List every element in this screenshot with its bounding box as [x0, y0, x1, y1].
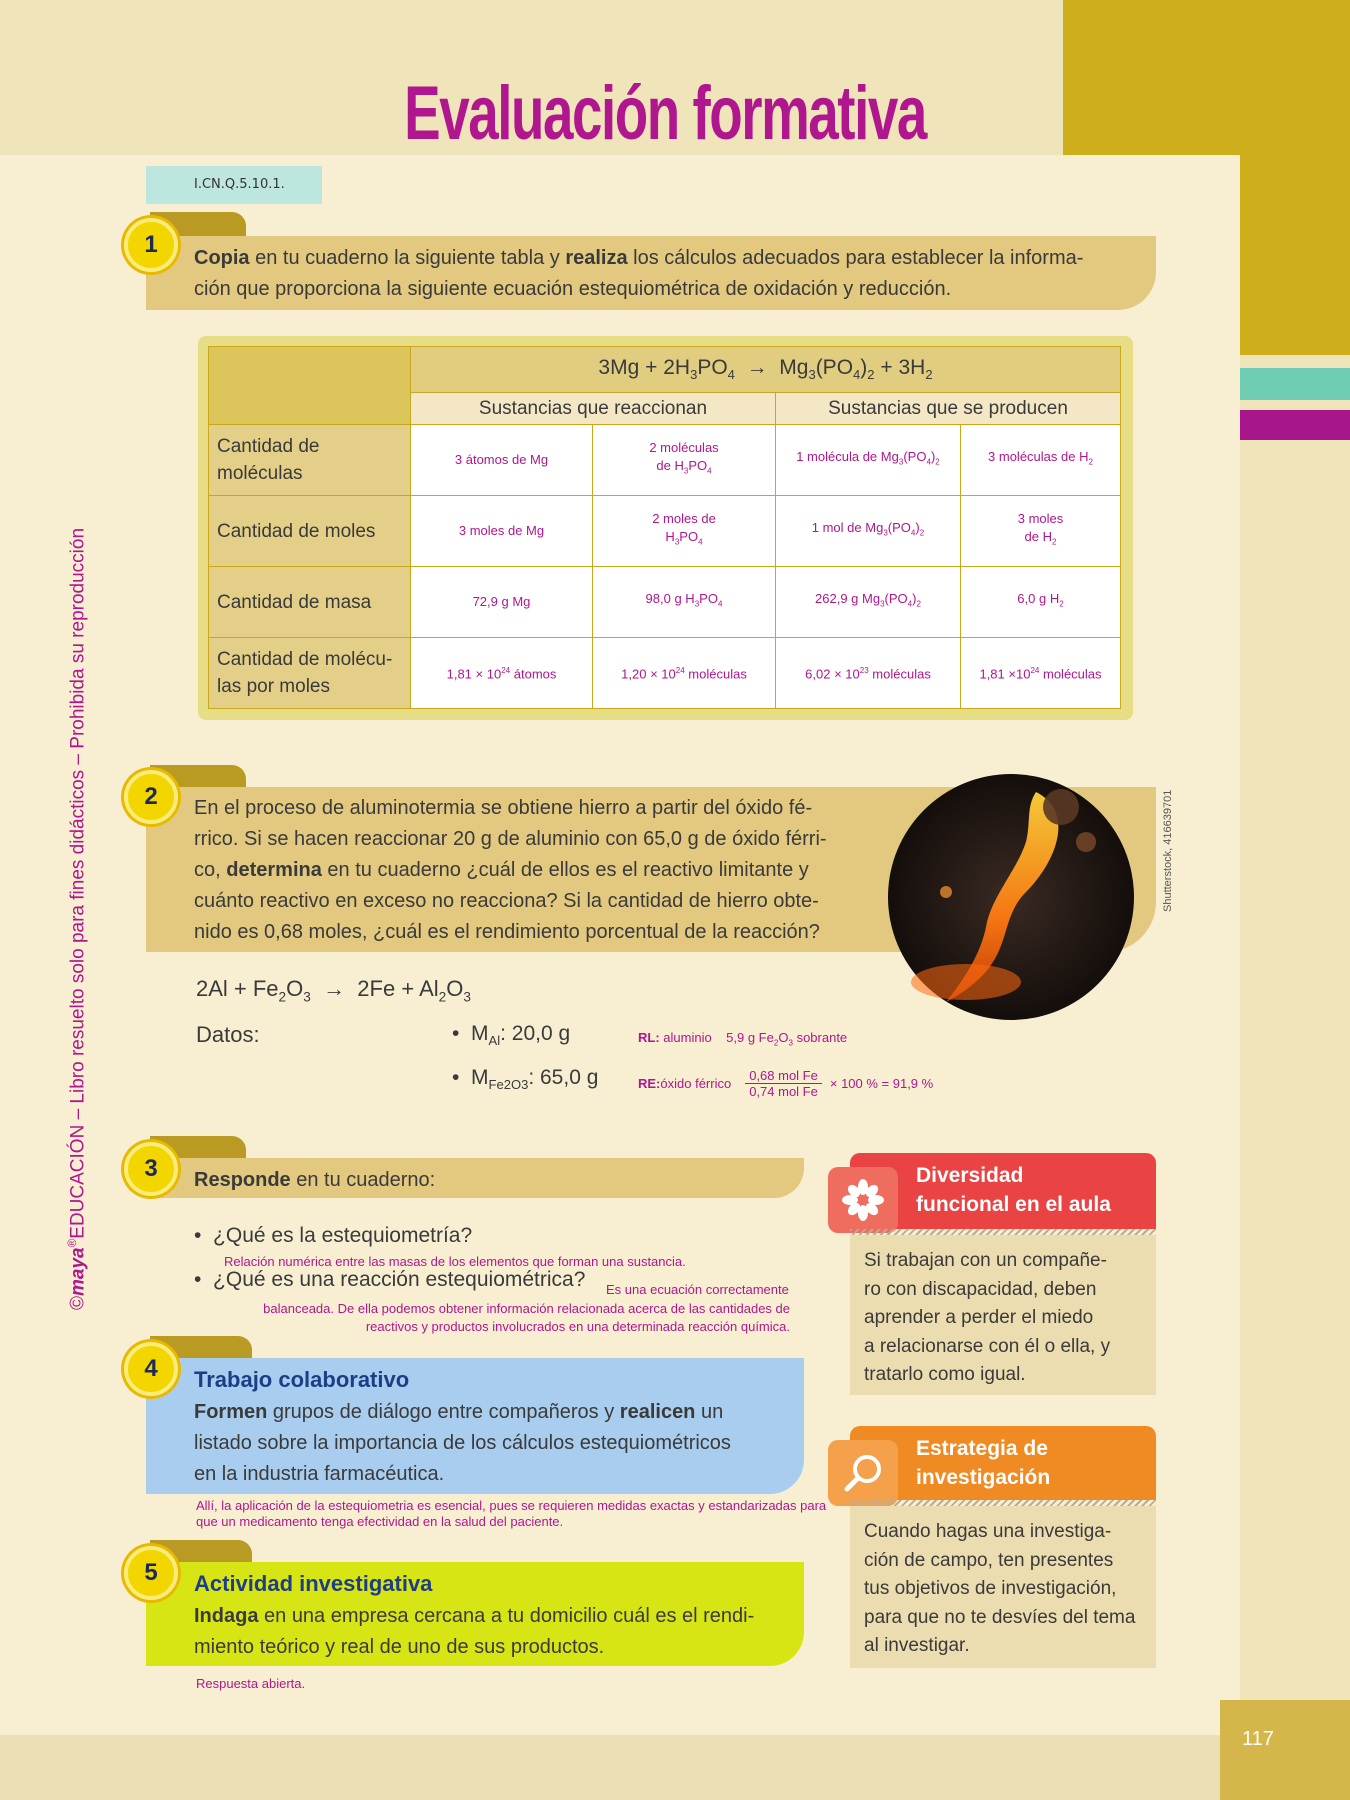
magnifier-icon: [828, 1440, 898, 1506]
q3-answer-1: Relación numérica entre las masas de los elementos que forman una sustancia.: [224, 1254, 686, 1269]
q2-problem-text: En el proceso de aluminotermia se obtiene hierro a partir del óxido fé- rrico. Si se hacen reaccionar 20 g de aluminio con 65,0 g de óxido férri- co, determina en tu cuaderno ¿cuál de ellos es el reactivo limitante y cuánto reactivo en exceso no reacciona? Si la cantidad de hierro obte- nido es 0,68 moles, ¿cuál es el rendimiento porcentual de la reacción?: [194, 797, 827, 943]
table-row: [209, 496, 1121, 567]
datum-mass-al: • $M_{Al}$: 20,0 g: [452, 1022, 571, 1049]
q5-title: Actividad investigativa: [194, 1571, 433, 1596]
q2-number-badge: 2: [124, 770, 178, 824]
strategy-box-header: Estrategia de investigación: [850, 1426, 1156, 1500]
diversity-box-header: Diversidad funcional en el aula: [850, 1153, 1156, 1229]
table-equation: $3Mg + 2H_3PO_4 \to Mg_3(PO_4)_2 + 3H_2$: [411, 347, 1121, 393]
q2-equation: $2Al + Fe_2O_3 \to 2Fe + Al_2O_3$: [196, 976, 471, 1005]
table-cell: 1 molécula de $Mg_3(PO_4)_2$: [776, 425, 961, 496]
q5-instructions: Indaga en una empresa cercana a tu domicilio cuál es el rendi- miento teórico y real de uno de sus productos.: [194, 1605, 755, 1658]
q4-number-badge: 4: [124, 1342, 178, 1396]
page-number: 117: [1220, 1700, 1350, 1800]
table-cell: $1,20 \times 10^{24}$ moléculas: [593, 638, 776, 709]
page-title: Evaluación formativa: [404, 71, 926, 156]
table-cell: 3 moles de Mg: [411, 496, 593, 567]
side-copyright-text: ©maya®EDUCACIÓN – Libro resuelto solo para fines didácticos – Prohibida su reproducción: [66, 527, 89, 1310]
q5-number-badge: 5: [124, 1546, 178, 1600]
table-cell: 72,9 g Mg: [411, 567, 593, 638]
row-label: Cantidad de moles: [209, 496, 411, 567]
table-cell: $1,81 \times 10^{24}$ moléculas: [961, 638, 1121, 709]
table-cell: $6,02 \times 10^{23}$ moléculas: [776, 638, 961, 709]
table-row: [209, 425, 1121, 496]
gold-side-band: [1240, 155, 1350, 355]
q4-answer: Allí, la aplicación de la estequiometria es esencial, pues se requieren medidas exactas y estandarizadas para que un medicamento tenga efectividad en la salud del paciente.: [196, 1498, 827, 1529]
molten-iron-photo: [886, 772, 1136, 1022]
q1-instructions: Copia en tu cuaderno la siguiente tabla y realiza los cálculos adecuados para establecer la informa- ción que proporciona la siguiente ecuación estequiométrica de oxidación y reducción.: [194, 247, 1084, 300]
q4-instructions: Formen grupos de diálogo entre compañeros y realicen un listado sobre la importancia de los cálculos estequiométricos en la industria farmacéutica.: [194, 1401, 731, 1485]
teal-strip: [1240, 368, 1350, 400]
table-cell: 262,9 g $Mg_3(PO_4)_2$: [776, 567, 961, 638]
photo-credit: Shutterstock, 416639701: [1162, 789, 1174, 912]
table-cell: 3 moles de $H_2$: [961, 496, 1121, 567]
q1-number-badge: 1: [124, 218, 178, 272]
bottom-band: [0, 1735, 1350, 1800]
datos-label: Datos:: [196, 1022, 260, 1047]
table-cell: 3 moléculas de $H_2$: [961, 425, 1121, 496]
magenta-strip: [1240, 410, 1350, 440]
stoichiometry-table: [208, 346, 1121, 709]
table-cell: 3 átomos de Mg: [411, 425, 593, 496]
flower-icon: [828, 1167, 898, 1233]
q3-bullet-2: • ¿Qué es una reacción estequiométrica?: [194, 1268, 586, 1291]
row-label: Cantidad de masa: [209, 567, 411, 638]
table-cell: 2 moles de $H_3PO_4$: [593, 496, 776, 567]
yield-answer: RE: óxido férrico 0,68 mol Fe 0,74 mol Fe × 100 % = 91,9 %: [638, 1068, 934, 1099]
q3-answer-2a: Es una ecuación correctamente: [606, 1282, 789, 1297]
table-corner: [209, 347, 411, 425]
brand-logo-text: maya: [67, 1247, 89, 1296]
reactants-header: Sustancias que reaccionan: [411, 393, 776, 425]
q4-title: Trabajo colaborativo: [194, 1367, 410, 1392]
q3-number-badge: 3: [124, 1142, 178, 1196]
indicator-code: I.CN.Q.5.10.1.: [146, 166, 322, 204]
table-cell: 2 moléculas de $H_3PO_4$: [593, 425, 776, 496]
products-header: Sustancias que se producen: [776, 393, 1121, 425]
q5-answer: Respuesta abierta.: [196, 1676, 306, 1691]
table-cell: $1,81 \times 10^{24}$ átomos: [411, 638, 593, 709]
limiting-reagent-answer: RL: aluminio 5,9 g $Fe_2O_3$ sobrante: [638, 1030, 848, 1048]
q3-bullet-1: • ¿Qué es la estequiometría?: [194, 1224, 473, 1247]
table-row: [209, 638, 1121, 709]
table-cell: 6,0 g $H_2$: [961, 567, 1121, 638]
strategy-box-body: Cuando hagas una investiga- ción de campo, ten presentes tus objetivos de investigación, para que no te desvíes del tema al investigar.: [850, 1506, 1156, 1668]
row-label: Cantidad de molécu- las por moles: [209, 638, 411, 709]
row-label: Cantidad de moléculas: [209, 425, 411, 496]
table-cell: 1 mol de $Mg_3(PO_4)_2$: [776, 496, 961, 567]
q3-instructions: Responde en tu cuaderno:: [194, 1169, 436, 1191]
q3-answer-2b: balanceada. De ella podemos obtener información relacionada acerca de las cantidades de reactivos y productos involucrados en una determinada reacción química.: [263, 1301, 790, 1334]
table-cell: 98,0 g $H_3PO_4$: [593, 567, 776, 638]
table-row: [209, 567, 1121, 638]
gold-corner-band: [1063, 0, 1350, 155]
diversity-box-body: Si trabajan con un compañe- ro con discapacidad, deben aprender a perder el miedo a relacionarse con él o ella, y tratarlo como igual.: [850, 1235, 1156, 1395]
datum-mass-fe2o3: • $M_{Fe2O3}$: 65,0 g: [452, 1066, 599, 1093]
